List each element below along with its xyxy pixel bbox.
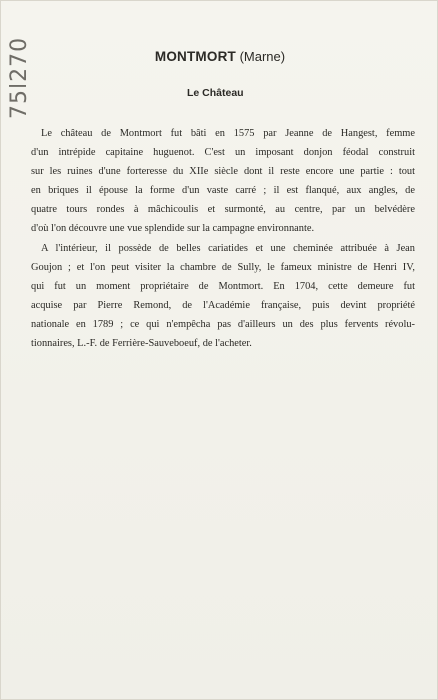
title-region: (Marne) — [239, 49, 286, 64]
text-line: Le château de Montmort fut bâti en 1575 par Jeanne de Hangest, femme — [41, 128, 415, 139]
text-line: nationale en 1789 ; ce qui n'empêcha pas d'ailleurs un des plus fervents révolu- — [31, 318, 415, 330]
text-line: Goujon ; et l'on peut visiter la chambre de Sully, le fameux ministre de Henri IV, — [31, 261, 415, 273]
handwritten-note: 75l270 — [7, 36, 32, 119]
text-line: sur les ruines d'une forteresse du XIIe siècle dont il reste encore une partie : tout — [31, 166, 415, 178]
text-line: en briques il épouse la forme d'un vaste carré ; il est flanqué, aux angles, de — [31, 185, 415, 197]
text-line: quatre tours rondes à mâchicoulis et surmonté, au centre, par un belvédère — [31, 204, 415, 216]
body-text — [31, 124, 415, 353]
title-place: MONTMORT — [154, 49, 236, 64]
text-line: acquise par Pierre Remond, de l'Académie française, puis devint propriété — [31, 299, 415, 311]
text-line: d'où l'on découvre une vue splendide sur la campagne environnante. — [31, 223, 315, 235]
page-subtitle: Le Château — [187, 87, 244, 99]
page-title — [1, 49, 438, 66]
text-line: tionnaires, L.-F. de Ferrière-Sauveboeuf, de l'acheter. — [31, 338, 252, 350]
text-line: qui fut un moment propriétaire de Montmort. En 1704, cette demeure fut — [31, 280, 415, 292]
text-line: A l'intérieur, il possède de belles cariatides et une cheminée attribuée à Jean — [41, 242, 415, 254]
text-line: d'un intrépide capitaine huguenot. C'est un imposant donjon féodal construit — [31, 147, 415, 159]
